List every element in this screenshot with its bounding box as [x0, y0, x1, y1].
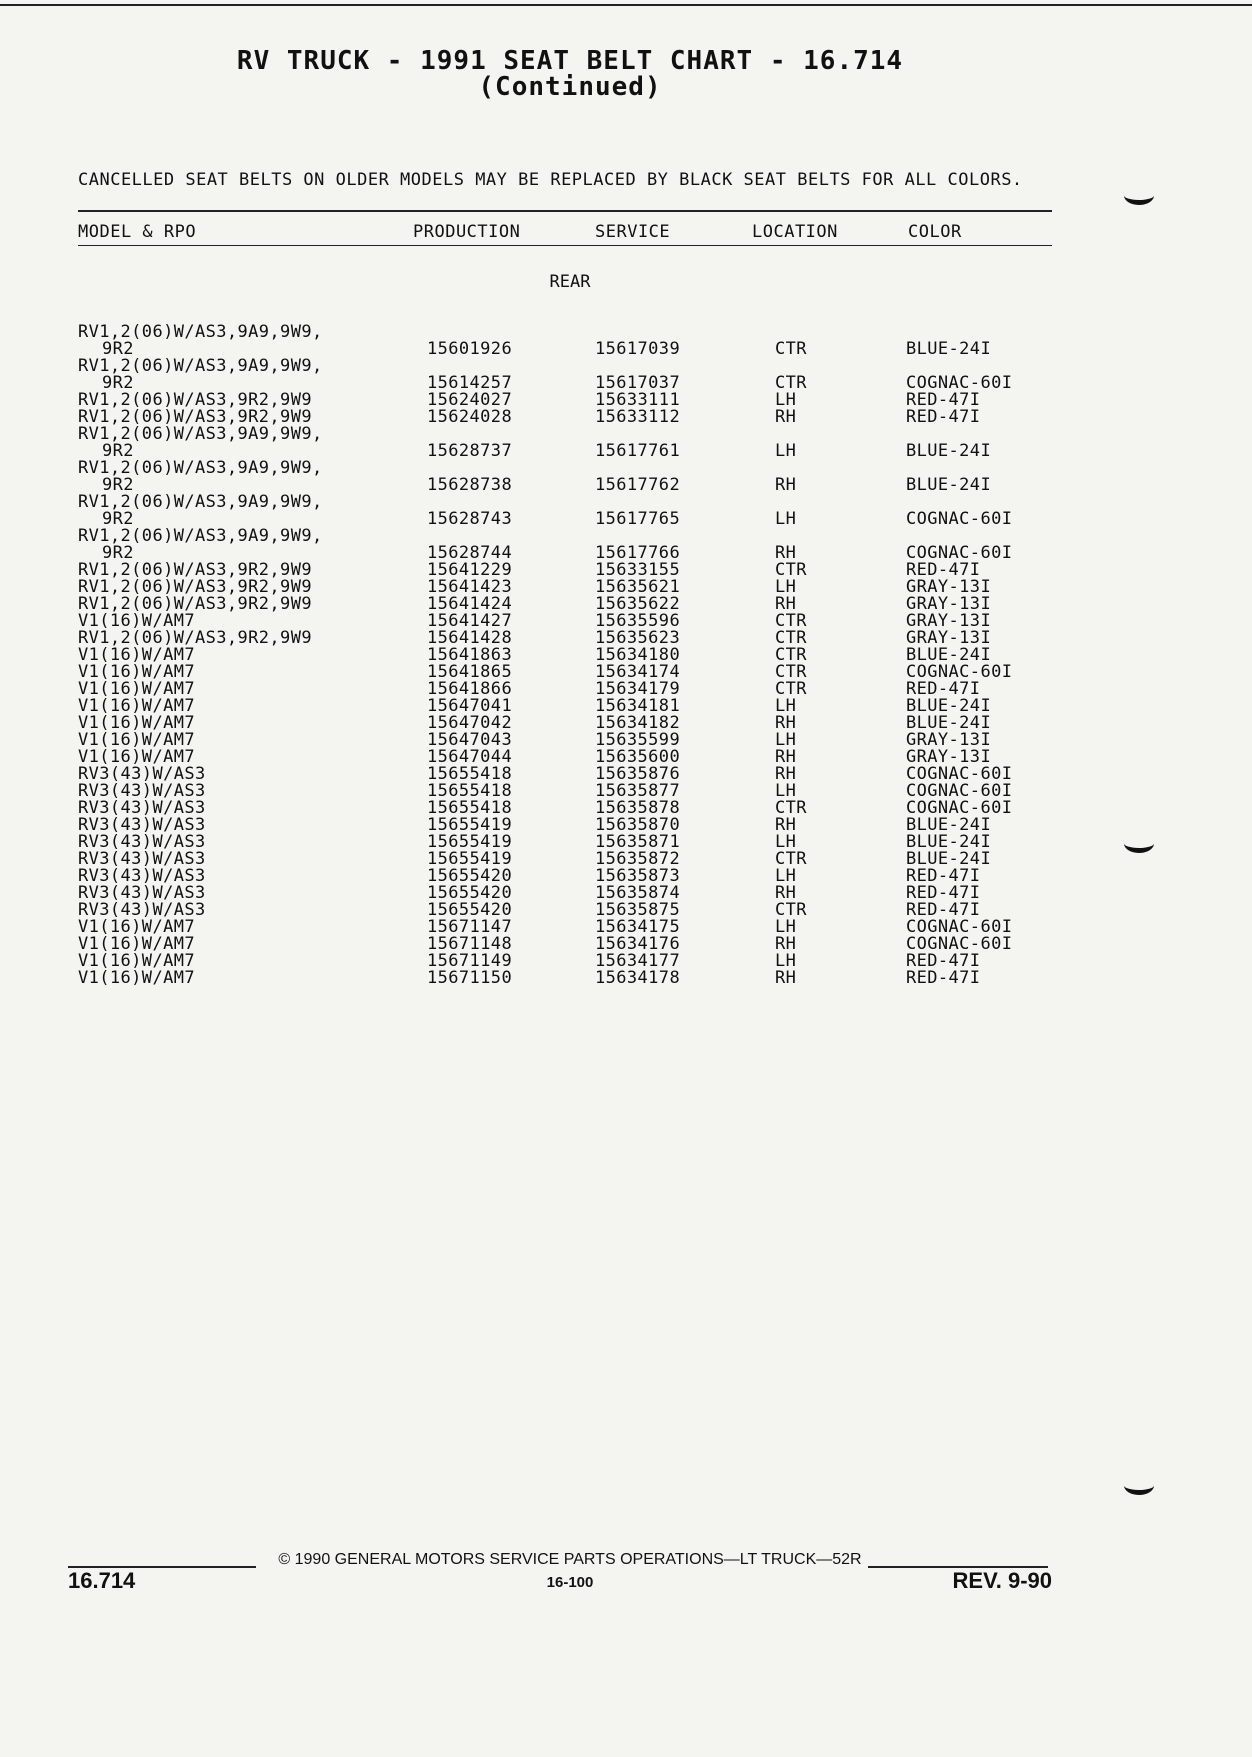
cell-model: RV3(43)W/AS3 [78, 883, 206, 903]
cell-service: 15634177 [595, 951, 681, 971]
cell-production: 15614257 [427, 373, 513, 393]
cell-model: V1(16)W/AM7 [78, 662, 195, 682]
cell-color: RED-47I [906, 679, 981, 699]
cell-model: RV3(43)W/AS3 [78, 900, 206, 920]
cell-location: LH [775, 730, 797, 750]
cell-model: RV1,2(06)W/AS3,9A9,9W9, [78, 322, 323, 342]
cell-color: RED-47I [906, 390, 981, 410]
cell-model: RV3(43)W/AS3 [78, 781, 206, 801]
cell-color: RED-47I [906, 968, 981, 988]
cell-production: 15647044 [427, 747, 513, 767]
cell-color: RED-47I [906, 560, 981, 580]
cell-service: 15617761 [595, 441, 681, 461]
cell-location: RH [775, 747, 797, 767]
cell-model2: 9R2 [102, 543, 134, 563]
cell-service: 15635875 [595, 900, 681, 920]
cell-color: RED-47I [906, 883, 981, 903]
cell-service: 15635596 [595, 611, 681, 631]
cell-production: 15641427 [427, 611, 513, 631]
cell-color: BLUE-24I [906, 475, 992, 495]
cell-color: COGNAC-60I [906, 934, 1013, 954]
cell-production: 15647042 [427, 713, 513, 733]
cell-model2: 9R2 [102, 441, 134, 461]
cell-service: 15634180 [595, 645, 681, 665]
cell-production: 15655418 [427, 781, 513, 801]
cell-color: RED-47I [906, 900, 981, 920]
cell-color: COGNAC-60I [906, 764, 1013, 784]
cell-model: V1(16)W/AM7 [78, 645, 195, 665]
cell-color: COGNAC-60I [906, 509, 1013, 529]
cell-service: 15635621 [595, 577, 681, 597]
cell-service: 15617037 [595, 373, 681, 393]
cell-location: RH [775, 475, 797, 495]
cell-production: 15655418 [427, 798, 513, 818]
cell-model: V1(16)W/AM7 [78, 917, 195, 937]
cell-color: GRAY-13I [906, 611, 992, 631]
cell-service: 15634175 [595, 917, 681, 937]
cell-production: 15601926 [427, 339, 513, 359]
cell-service: 15617039 [595, 339, 681, 359]
cell-production: 15655419 [427, 849, 513, 869]
cell-model: RV1,2(06)W/AS3,9R2,9W9 [78, 560, 312, 580]
cell-model: RV3(43)W/AS3 [78, 815, 206, 835]
cell-model: RV1,2(06)W/AS3,9A9,9W9, [78, 356, 323, 376]
cell-model: RV1,2(06)W/AS3,9A9,9W9, [78, 492, 323, 512]
cell-color: COGNAC-60I [906, 373, 1013, 393]
cell-production: 15647041 [427, 696, 513, 716]
cell-model: V1(16)W/AM7 [78, 747, 195, 767]
cell-production: 15628744 [427, 543, 513, 563]
cell-service: 15635877 [595, 781, 681, 801]
cell-service: 15635876 [595, 764, 681, 784]
cell-model: RV1,2(06)W/AS3,9R2,9W9 [78, 577, 312, 597]
cell-production: 15628737 [427, 441, 513, 461]
cell-production: 15624028 [427, 407, 513, 427]
cell-model: RV1,2(06)W/AS3,9A9,9W9, [78, 424, 323, 444]
cell-location: RH [775, 543, 797, 563]
cell-color: COGNAC-60I [906, 781, 1013, 801]
cell-service: 15634178 [595, 968, 681, 988]
cell-service: 15635873 [595, 866, 681, 886]
cell-color: BLUE-24I [906, 832, 992, 852]
cell-model: RV3(43)W/AS3 [78, 866, 206, 886]
cell-color: COGNAC-60I [906, 798, 1013, 818]
cell-service: 15635600 [595, 747, 681, 767]
cell-model: RV1,2(06)W/AS3,9R2,9W9 [78, 407, 312, 427]
cell-color: RED-47I [906, 951, 981, 971]
cell-production: 15641423 [427, 577, 513, 597]
cell-color: GRAY-13I [906, 594, 992, 614]
page-subtitle: (Continued) [478, 72, 662, 102]
cell-location: CTR [775, 339, 807, 359]
page-title: RV TRUCK - 1991 SEAT BELT CHART - 16.714 [236, 46, 904, 76]
cell-model: V1(16)W/AM7 [78, 696, 195, 716]
footer-page-number: 16-100 [546, 1574, 594, 1591]
cell-production: 15655419 [427, 832, 513, 852]
cell-location: RH [775, 815, 797, 835]
cell-production: 15641863 [427, 645, 513, 665]
cell-model: RV1,2(06)W/AS3,9A9,9W9, [78, 458, 323, 478]
cell-production: 15671147 [427, 917, 513, 937]
punch-hole-mark [1124, 186, 1154, 205]
cell-model: RV3(43)W/AS3 [78, 832, 206, 852]
header-service: SERVICE [595, 222, 671, 242]
cell-location: LH [775, 577, 797, 597]
cell-production: 15647043 [427, 730, 513, 750]
cell-color: BLUE-24I [906, 645, 992, 665]
cell-location: CTR [775, 628, 807, 648]
cell-service: 15635599 [595, 730, 681, 750]
cell-model: V1(16)W/AM7 [78, 730, 195, 750]
cell-location: CTR [775, 560, 807, 580]
footer-section-number: 16.714 [68, 1568, 136, 1593]
cell-color: RED-47I [906, 866, 981, 886]
header-top-rule [78, 210, 1052, 212]
cell-location: CTR [775, 373, 807, 393]
cell-service: 15635870 [595, 815, 681, 835]
punch-hole-mark [1124, 1476, 1154, 1495]
cell-model2: 9R2 [102, 475, 134, 495]
cell-production: 15641865 [427, 662, 513, 682]
cell-location: RH [775, 407, 797, 427]
cell-model: V1(16)W/AM7 [78, 951, 195, 971]
cell-model2: 9R2 [102, 373, 134, 393]
cell-color: BLUE-24I [906, 696, 992, 716]
cell-service: 15633112 [595, 407, 681, 427]
cell-location: LH [775, 866, 797, 886]
cell-color: BLUE-24I [906, 441, 992, 461]
cell-model: RV1,2(06)W/AS3,9A9,9W9, [78, 526, 323, 546]
cell-production: 15641866 [427, 679, 513, 699]
cell-location: LH [775, 917, 797, 937]
cell-production: 15628738 [427, 475, 513, 495]
cell-location: LH [775, 441, 797, 461]
footer-copyright: © 1990 GENERAL MOTORS SERVICE PARTS OPERATIONS—LT TRUCK—52R [278, 1551, 862, 1568]
cell-model: RV1,2(06)W/AS3,9R2,9W9 [78, 628, 312, 648]
cell-production: 15641424 [427, 594, 513, 614]
top-border [0, 4, 1252, 6]
footer-revision: REV. 9-90 [952, 1568, 1052, 1593]
cell-service: 15635871 [595, 832, 681, 852]
cell-location: RH [775, 934, 797, 954]
cell-production: 15655418 [427, 764, 513, 784]
cell-location: CTR [775, 798, 807, 818]
cell-production: 15655420 [427, 866, 513, 886]
cell-color: COGNAC-60I [906, 543, 1013, 563]
cell-model: V1(16)W/AM7 [78, 679, 195, 699]
cell-color: COGNAC-60I [906, 917, 1013, 937]
cell-location: CTR [775, 645, 807, 665]
cell-production: 15655419 [427, 815, 513, 835]
cell-production: 15671149 [427, 951, 513, 971]
header-bottom-rule [78, 245, 1052, 246]
cell-color: GRAY-13I [906, 747, 992, 767]
cell-production: 15641229 [427, 560, 513, 580]
cell-model2: 9R2 [102, 339, 134, 359]
cell-color: BLUE-24I [906, 713, 992, 733]
cell-color: BLUE-24I [906, 339, 992, 359]
cell-production: 15641428 [427, 628, 513, 648]
cell-service: 15635878 [595, 798, 681, 818]
cell-service: 15617765 [595, 509, 681, 529]
cell-model: V1(16)W/AM7 [78, 713, 195, 733]
cell-service: 15634176 [595, 934, 681, 954]
cell-service: 15634182 [595, 713, 681, 733]
cell-production: 15624027 [427, 390, 513, 410]
cell-production: 15671148 [427, 934, 513, 954]
cell-location: RH [775, 883, 797, 903]
cell-location: CTR [775, 679, 807, 699]
cell-location: RH [775, 968, 797, 988]
cell-color: RED-47I [906, 407, 981, 427]
cell-location: LH [775, 509, 797, 529]
cell-production: 15628743 [427, 509, 513, 529]
cell-model: RV3(43)W/AS3 [78, 764, 206, 784]
cell-color: BLUE-24I [906, 815, 992, 835]
cell-location: CTR [775, 849, 807, 869]
cell-service: 15617762 [595, 475, 681, 495]
cell-model: RV1,2(06)W/AS3,9R2,9W9 [78, 390, 312, 410]
cell-location: CTR [775, 662, 807, 682]
punch-hole-mark [1124, 834, 1154, 853]
cell-model: V1(16)W/AM7 [78, 611, 195, 631]
cell-service: 15635874 [595, 883, 681, 903]
header-production: PRODUCTION [413, 222, 521, 242]
cell-color: GRAY-13I [906, 628, 992, 648]
cell-color: COGNAC-60I [906, 662, 1013, 682]
cell-service: 15634179 [595, 679, 681, 699]
cell-location: LH [775, 390, 797, 410]
cell-color: GRAY-13I [906, 577, 992, 597]
cell-location: LH [775, 781, 797, 801]
cell-location: RH [775, 594, 797, 614]
cell-service: 15635872 [595, 849, 681, 869]
cell-service: 15635622 [595, 594, 681, 614]
cell-location: RH [775, 713, 797, 733]
header-location: LOCATION [752, 222, 838, 242]
cell-color: BLUE-24I [906, 849, 992, 869]
cell-model: V1(16)W/AM7 [78, 934, 195, 954]
cell-location: LH [775, 696, 797, 716]
cell-production: 15671150 [427, 968, 513, 988]
cell-location: CTR [775, 900, 807, 920]
cell-production: 15655420 [427, 883, 513, 903]
cell-model: RV1,2(06)W/AS3,9R2,9W9 [78, 594, 312, 614]
cell-location: LH [775, 832, 797, 852]
cell-model: V1(16)W/AM7 [78, 968, 195, 988]
cell-production: 15655420 [427, 900, 513, 920]
notice-text: CANCELLED SEAT BELTS ON OLDER MODELS MAY BE REPLACED BY BLACK SEAT BELTS FOR ALL COLORS. [78, 170, 1023, 190]
section-rear: REAR [549, 272, 591, 292]
cell-service: 15617766 [595, 543, 681, 563]
cell-service: 15635623 [595, 628, 681, 648]
header-model: MODEL & RPO [78, 222, 197, 242]
cell-location: CTR [775, 611, 807, 631]
cell-color: GRAY-13I [906, 730, 992, 750]
cell-model: RV3(43)W/AS3 [78, 849, 206, 869]
cell-model: RV3(43)W/AS3 [78, 798, 206, 818]
cell-location: RH [775, 764, 797, 784]
cell-service: 15633111 [595, 390, 681, 410]
cell-location: LH [775, 951, 797, 971]
cell-service: 15634181 [595, 696, 681, 716]
cell-service: 15633155 [595, 560, 681, 580]
cell-model2: 9R2 [102, 509, 134, 529]
cell-service: 15634174 [595, 662, 681, 682]
header-color: COLOR [908, 222, 962, 242]
